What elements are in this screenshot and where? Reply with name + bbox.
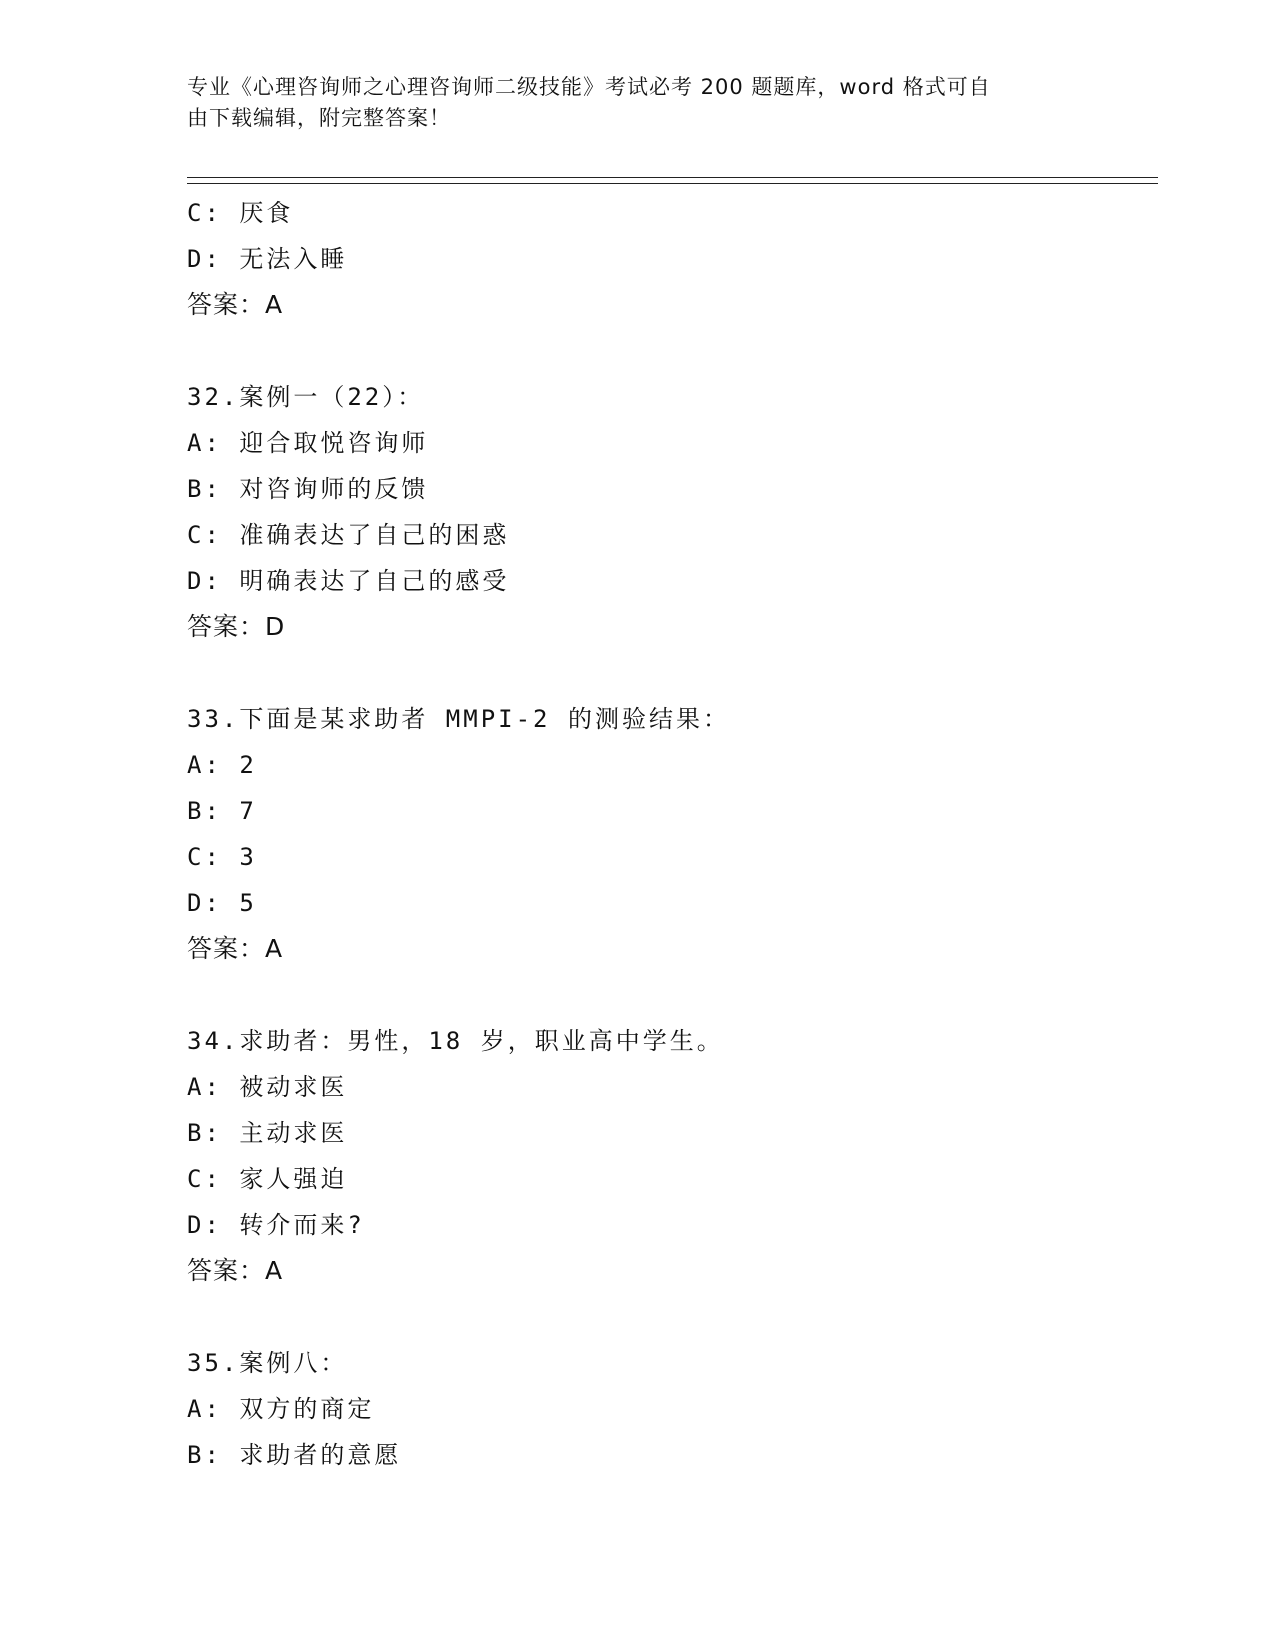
option-b: B: 7	[187, 797, 257, 825]
question-35	[187, 1340, 1147, 1478]
question-stem: 32.案例一（22）：	[187, 383, 425, 411]
question-stem: 34.求助者：男性，18 岁，职业高中学生。	[187, 1027, 724, 1055]
question-32	[187, 374, 1147, 650]
answer-line: 答案：A	[187, 290, 284, 319]
header-line-1: 专业《心理咨询师之心理咨询师二级技能》考试必考 200 题题库，word 格式可自	[187, 75, 991, 99]
option-b: B: 主动求医	[187, 1119, 348, 1147]
option-c: C: 厌食	[187, 199, 294, 227]
question-stem: 35.案例八：	[187, 1349, 348, 1377]
option-b: B: 求助者的意愿	[187, 1441, 402, 1469]
option-a: A: 双方的商定	[187, 1395, 375, 1423]
option-a: A: 2	[187, 751, 257, 779]
option-c: C: 家人强迫	[187, 1165, 348, 1193]
option-c: C: 3	[187, 843, 257, 871]
header-divider-bottom	[187, 183, 1158, 184]
header-divider-top	[187, 177, 1158, 178]
question-33	[187, 696, 1147, 972]
option-d: D: 无法入睡	[187, 245, 348, 273]
option-d: D: 5	[187, 889, 257, 917]
option-d: D: 转介而来?	[187, 1211, 365, 1239]
answer-line: 答案：D	[187, 612, 286, 641]
answer-line: 答案：A	[187, 934, 284, 963]
answer-line: 答案：A	[187, 1256, 284, 1285]
question-31-tail	[187, 190, 1147, 328]
document-header	[187, 72, 1067, 134]
question-stem: 33.下面是某求助者 MMPI-2 的测验结果：	[187, 705, 730, 733]
question-list	[187, 190, 1147, 1478]
option-c: C: 准确表达了自己的困惑	[187, 521, 510, 549]
option-a: A: 被动求医	[187, 1073, 348, 1101]
option-a: A: 迎合取悦咨询师	[187, 429, 429, 457]
option-d: D: 明确表达了自己的感受	[187, 567, 510, 595]
option-b: B: 对咨询师的反馈	[187, 475, 429, 503]
question-34	[187, 1018, 1147, 1294]
header-line-2: 由下载编辑，附完整答案！	[187, 106, 451, 130]
